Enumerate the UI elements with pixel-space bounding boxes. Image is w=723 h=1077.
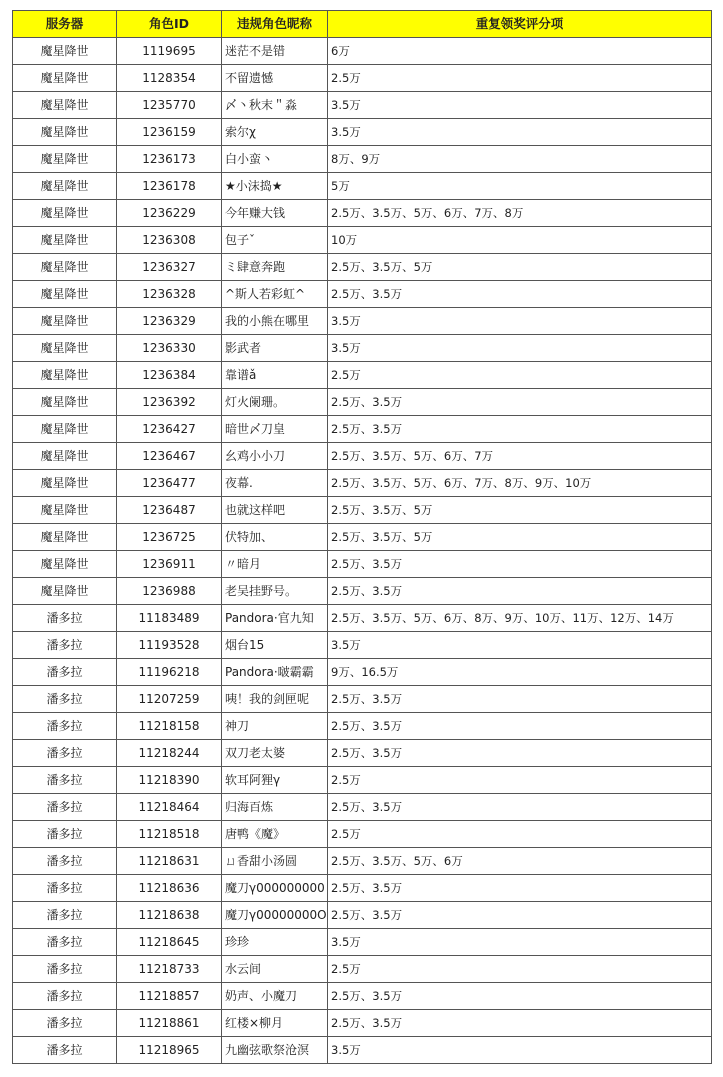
award-cell: 8万、9万 [328, 146, 712, 173]
table-row [13, 632, 712, 659]
role-id-cell: 11193528 [117, 632, 222, 659]
server-cell: 潘多拉 [13, 983, 117, 1010]
server-cell: 潘多拉 [13, 740, 117, 767]
header-server: 服务器 [13, 11, 117, 38]
award-cell: 2.5万、3.5万 [328, 794, 712, 821]
table-row [13, 65, 712, 92]
nickname-cell: 不留遗憾 [222, 65, 328, 92]
award-cell: 2.5万、3.5万 [328, 902, 712, 929]
nickname-cell: 也就这样吧 [222, 497, 328, 524]
table-row [13, 686, 712, 713]
nickname-cell: 水云间 [222, 956, 328, 983]
table-row [13, 956, 712, 983]
role-id-cell: 1236911 [117, 551, 222, 578]
award-cell: 2.5万、3.5万 [328, 551, 712, 578]
nickname-cell: 影武者 [222, 335, 328, 362]
server-cell: 魔星降世 [13, 470, 117, 497]
table-row [13, 659, 712, 686]
role-id-cell: 1236178 [117, 173, 222, 200]
award-cell: 2.5万、3.5万、5万 [328, 254, 712, 281]
role-id-cell: 1236173 [117, 146, 222, 173]
nickname-cell: 暗世〆刀皇 [222, 416, 328, 443]
server-cell: 魔星降世 [13, 65, 117, 92]
role-id-cell: 1236330 [117, 335, 222, 362]
role-id-cell: 1236725 [117, 524, 222, 551]
award-cell: 2.5万、3.5万 [328, 1010, 712, 1037]
table-body [13, 38, 712, 1064]
server-cell: 魔星降世 [13, 416, 117, 443]
nickname-cell: 珍珍 [222, 929, 328, 956]
award-cell: 2.5万、3.5万 [328, 578, 712, 605]
nickname-cell: 红楼×柳月 [222, 1010, 328, 1037]
table-row [13, 497, 712, 524]
table-row [13, 119, 712, 146]
role-id-cell: 1236308 [117, 227, 222, 254]
nickname-cell: 我的小熊在哪里 [222, 308, 328, 335]
nickname-cell: 咦！我的剑匣呢 [222, 686, 328, 713]
nickname-cell: 唐鸭《魔》 [222, 821, 328, 848]
table-row [13, 38, 712, 65]
nickname-cell: 老吴挂野号。 [222, 578, 328, 605]
nickname-cell: 魔刀γ000000000 [222, 875, 328, 902]
table-row [13, 389, 712, 416]
table-row [13, 713, 712, 740]
table-row [13, 254, 712, 281]
award-cell: 2.5万、3.5万 [328, 416, 712, 443]
nickname-cell: ★小沫捣★ [222, 173, 328, 200]
table-row [13, 551, 712, 578]
role-id-cell: 11196218 [117, 659, 222, 686]
role-id-cell: 11207259 [117, 686, 222, 713]
award-cell: 2.5万 [328, 65, 712, 92]
role-id-cell: 1236327 [117, 254, 222, 281]
nickname-cell: 奶声、小魔刀 [222, 983, 328, 1010]
nickname-cell: 伏特加、 [222, 524, 328, 551]
server-cell: 魔星降世 [13, 389, 117, 416]
role-id-cell: 1128354 [117, 65, 222, 92]
table-row [13, 470, 712, 497]
role-id-cell: 1119695 [117, 38, 222, 65]
award-cell: 3.5万 [328, 308, 712, 335]
server-cell: 潘多拉 [13, 821, 117, 848]
server-cell: 潘多拉 [13, 686, 117, 713]
role-id-cell: 1236392 [117, 389, 222, 416]
role-id-cell: 1236487 [117, 497, 222, 524]
award-cell: 6万 [328, 38, 712, 65]
table-row [13, 416, 712, 443]
award-cell: 2.5万 [328, 767, 712, 794]
server-cell: 魔星降世 [13, 92, 117, 119]
nickname-cell: 幺鸡小小刀 [222, 443, 328, 470]
table-row [13, 902, 712, 929]
server-cell: 魔星降世 [13, 173, 117, 200]
award-cell: 2.5万、3.5万、5万、6万、7万 [328, 443, 712, 470]
server-cell: 潘多拉 [13, 794, 117, 821]
server-cell: 魔星降世 [13, 524, 117, 551]
nickname-cell: 〆丶秋末＂淼 [222, 92, 328, 119]
role-id-cell: 11218638 [117, 902, 222, 929]
award-cell: 5万 [328, 173, 712, 200]
award-cell: 2.5万、3.5万 [328, 875, 712, 902]
role-id-cell: 1236477 [117, 470, 222, 497]
table-row [13, 740, 712, 767]
server-cell: 魔星降世 [13, 38, 117, 65]
table-row [13, 983, 712, 1010]
server-cell: 潘多拉 [13, 605, 117, 632]
table-row [13, 308, 712, 335]
nickname-cell: 魔刀γ00000000O [222, 902, 328, 929]
header-award: 重复领奖评分项 [328, 11, 712, 38]
violation-table [12, 10, 712, 1064]
server-cell: 潘多拉 [13, 632, 117, 659]
header-role-id: 角色ID [117, 11, 222, 38]
role-id-cell: 11183489 [117, 605, 222, 632]
table-row [13, 362, 712, 389]
server-cell: 魔星降世 [13, 335, 117, 362]
role-id-cell: 1236988 [117, 578, 222, 605]
role-id-cell: 1236159 [117, 119, 222, 146]
nickname-cell: Pandora·啵霸霸 [222, 659, 328, 686]
table-row [13, 767, 712, 794]
server-cell: 魔星降世 [13, 146, 117, 173]
award-cell: 2.5万、3.5万、5万、6万、7万、8万、9万、10万 [328, 470, 712, 497]
nickname-cell: ミ肆意奔跑 [222, 254, 328, 281]
server-cell: 潘多拉 [13, 1037, 117, 1064]
server-cell: 魔星降世 [13, 254, 117, 281]
award-cell: 2.5万、3.5万、5万、6万、8万、9万、10万、11万、12万、14万 [328, 605, 712, 632]
nickname-cell: 神刀 [222, 713, 328, 740]
award-cell: 2.5万、3.5万 [328, 713, 712, 740]
award-cell: 2.5万 [328, 362, 712, 389]
nickname-cell: 迷茫不是错 [222, 38, 328, 65]
table-row [13, 605, 712, 632]
nickname-cell: 今年赚大钱 [222, 200, 328, 227]
server-cell: 魔星降世 [13, 281, 117, 308]
award-cell: 2.5万、3.5万 [328, 389, 712, 416]
award-cell: 2.5万、3.5万 [328, 686, 712, 713]
nickname-cell: 灯火阑珊。 [222, 389, 328, 416]
role-id-cell: 11218464 [117, 794, 222, 821]
nickname-cell: 软耳阿狸γ [222, 767, 328, 794]
role-id-cell: 11218636 [117, 875, 222, 902]
role-id-cell: 1235770 [117, 92, 222, 119]
table-row [13, 443, 712, 470]
award-cell: 3.5万 [328, 335, 712, 362]
table-row [13, 1010, 712, 1037]
award-cell: 2.5万、3.5万 [328, 740, 712, 767]
role-id-cell: 1236427 [117, 416, 222, 443]
server-cell: 潘多拉 [13, 1010, 117, 1037]
nickname-cell: 归海百炼 [222, 794, 328, 821]
server-cell: 潘多拉 [13, 902, 117, 929]
role-id-cell: 1236467 [117, 443, 222, 470]
role-id-cell: 11218645 [117, 929, 222, 956]
role-id-cell: 11218390 [117, 767, 222, 794]
role-id-cell: 11218861 [117, 1010, 222, 1037]
nickname-cell: 烟台15 [222, 632, 328, 659]
role-id-cell: 11218158 [117, 713, 222, 740]
server-cell: 魔星降世 [13, 551, 117, 578]
nickname-cell: 夜幕. [222, 470, 328, 497]
table-row [13, 578, 712, 605]
server-cell: 潘多拉 [13, 848, 117, 875]
award-cell: 2.5万、3.5万、5万、6万 [328, 848, 712, 875]
nickname-cell: ㄩ香甜小汤圆 [222, 848, 328, 875]
role-id-cell: 1236328 [117, 281, 222, 308]
award-cell: 3.5万 [328, 632, 712, 659]
header-nickname: 违规角色昵称 [222, 11, 328, 38]
role-id-cell: 11218631 [117, 848, 222, 875]
server-cell: 潘多拉 [13, 956, 117, 983]
role-id-cell: 1236329 [117, 308, 222, 335]
table-row [13, 200, 712, 227]
table-row [13, 1037, 712, 1064]
nickname-cell: 索尔χ [222, 119, 328, 146]
server-cell: 魔星降世 [13, 443, 117, 470]
table-row [13, 524, 712, 551]
award-cell: 2.5万、3.5万、5万 [328, 497, 712, 524]
server-cell: 魔星降世 [13, 227, 117, 254]
server-cell: 潘多拉 [13, 767, 117, 794]
nickname-cell: 〃暗月 [222, 551, 328, 578]
role-id-cell: 1236384 [117, 362, 222, 389]
server-cell: 魔星降世 [13, 200, 117, 227]
server-cell: 潘多拉 [13, 929, 117, 956]
table-header-row [13, 11, 712, 38]
table-row [13, 875, 712, 902]
nickname-cell: 九幽弦歌祭沧溟 [222, 1037, 328, 1064]
nickname-cell: Pandora·官九知 [222, 605, 328, 632]
role-id-cell: 11218965 [117, 1037, 222, 1064]
table-row [13, 173, 712, 200]
role-id-cell: 11218518 [117, 821, 222, 848]
award-cell: 2.5万 [328, 821, 712, 848]
nickname-cell: ^斯人若彩虹^ [222, 281, 328, 308]
server-cell: 潘多拉 [13, 875, 117, 902]
table-row [13, 335, 712, 362]
server-cell: 魔星降世 [13, 119, 117, 146]
table-row [13, 146, 712, 173]
server-cell: 魔星降世 [13, 497, 117, 524]
role-id-cell: 11218857 [117, 983, 222, 1010]
table-row [13, 281, 712, 308]
nickname-cell: 包子ˇ [222, 227, 328, 254]
award-cell: 2.5万、3.5万、5万、6万、7万、8万 [328, 200, 712, 227]
award-cell: 2.5万、3.5万、5万 [328, 524, 712, 551]
role-id-cell: 11218733 [117, 956, 222, 983]
table-row [13, 821, 712, 848]
award-cell: 3.5万 [328, 119, 712, 146]
award-cell: 3.5万 [328, 92, 712, 119]
table-row [13, 227, 712, 254]
award-cell: 2.5万、3.5万 [328, 281, 712, 308]
award-cell: 9万、16.5万 [328, 659, 712, 686]
award-cell: 10万 [328, 227, 712, 254]
server-cell: 潘多拉 [13, 713, 117, 740]
nickname-cell: 白小蛮丶 [222, 146, 328, 173]
nickname-cell: 靠谱ǎ [222, 362, 328, 389]
nickname-cell: 双刀老太婆 [222, 740, 328, 767]
award-cell: 3.5万 [328, 1037, 712, 1064]
table-row [13, 92, 712, 119]
server-cell: 魔星降世 [13, 362, 117, 389]
server-cell: 潘多拉 [13, 659, 117, 686]
table-row [13, 848, 712, 875]
table-row [13, 929, 712, 956]
award-cell: 3.5万 [328, 929, 712, 956]
role-id-cell: 11218244 [117, 740, 222, 767]
server-cell: 魔星降世 [13, 308, 117, 335]
table-row [13, 794, 712, 821]
award-cell: 2.5万 [328, 956, 712, 983]
role-id-cell: 1236229 [117, 200, 222, 227]
server-cell: 魔星降世 [13, 578, 117, 605]
award-cell: 2.5万、3.5万 [328, 983, 712, 1010]
